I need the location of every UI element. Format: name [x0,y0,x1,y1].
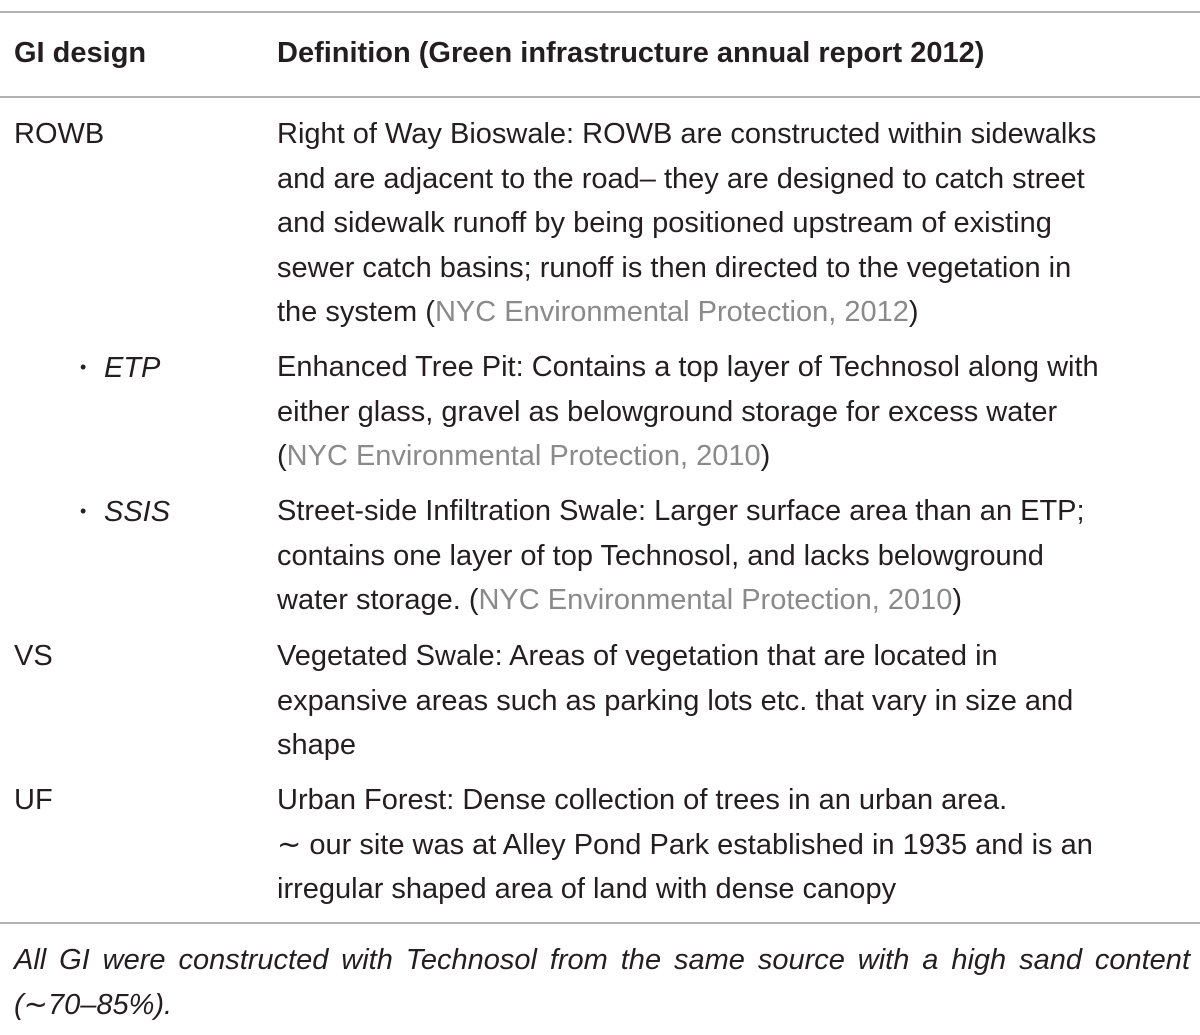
definition-line [277,290,1192,335]
row-definition [277,634,1192,768]
row-term-label: SSIS [104,496,171,528]
definition-line: Vegetated Swale: Areas of vegetation that are located in [277,640,998,672]
row-definition [277,345,1192,479]
definition-line [277,434,1192,479]
citation-link[interactable]: NYC Environmental Protection, 2012 [434,296,909,328]
header-gi-design: GI design [14,37,147,69]
definition-line: contains one layer of top Technosol, and lacks belowground [277,539,1044,572]
definition-line: Enhanced Tree Pit: Contains a top layer of Technosol along with [277,351,1099,383]
row-term: UF [14,784,53,816]
table-header [0,28,1200,84]
definition-text: ) [908,296,919,328]
definition-text: ( [277,440,287,472]
definition-text: ) [952,584,963,616]
row-definition [277,489,1192,623]
definition-line: sewer catch basins; runoff is then directed to the vegetation in [277,251,1072,284]
row-term: VS [14,640,53,672]
definition-line: Urban Forest: Dense collection of trees in an urban area. [277,784,1008,816]
definition-line: Right of Way Bioswale: ROWB are constructed within sidewalks [277,118,1097,150]
bullet-icon: • [80,357,87,377]
definition-line: either glass, gravel as belowground storage for excess water [277,395,1058,428]
row-definition [277,778,1192,912]
header-definition: Definition (Green infrastructure annual report 2012) [277,37,985,69]
definition-line: expansive areas such as parking lots etc. that vary in size and [277,684,1074,717]
row-definition [277,112,1192,335]
table-footnote: All GI were constructed with Technosol from the same source with a high sand content (∼70–85%). [14,944,1190,1021]
row-term [80,345,160,391]
row-term: ROWB [14,118,105,150]
row-term [80,489,170,535]
definition-line: and are adjacent to the road– they are designed to catch street [277,162,1085,195]
bullet-icon: • [80,501,87,521]
citation-link[interactable]: NYC Environmental Protection, 2010 [478,584,953,616]
definition-line: Street-side Infiltration Swale: Larger surface area than an ETP; [277,495,1085,527]
definition-text: water storage. ( [277,584,479,616]
citation-link[interactable]: NYC Environmental Protection, 2010 [286,440,761,472]
definition-text: ) [760,440,771,472]
definition-line: irregular shaped area of land with dense canopy [277,873,897,905]
definition-line: shape [277,729,357,761]
table-bottom-rule [0,922,1200,924]
table-top-rule [0,11,1200,13]
definition-line: ∼ our site was at Alley Pond Park established in 1935 and is an [277,828,1093,861]
definition-line: and sidewalk runoff by being positioned upstream of existing [277,207,1052,239]
definition-line [277,578,1192,623]
table-header-rule [0,96,1200,98]
row-term-label: ETP [104,352,161,384]
definition-text: the system ( [277,296,435,328]
